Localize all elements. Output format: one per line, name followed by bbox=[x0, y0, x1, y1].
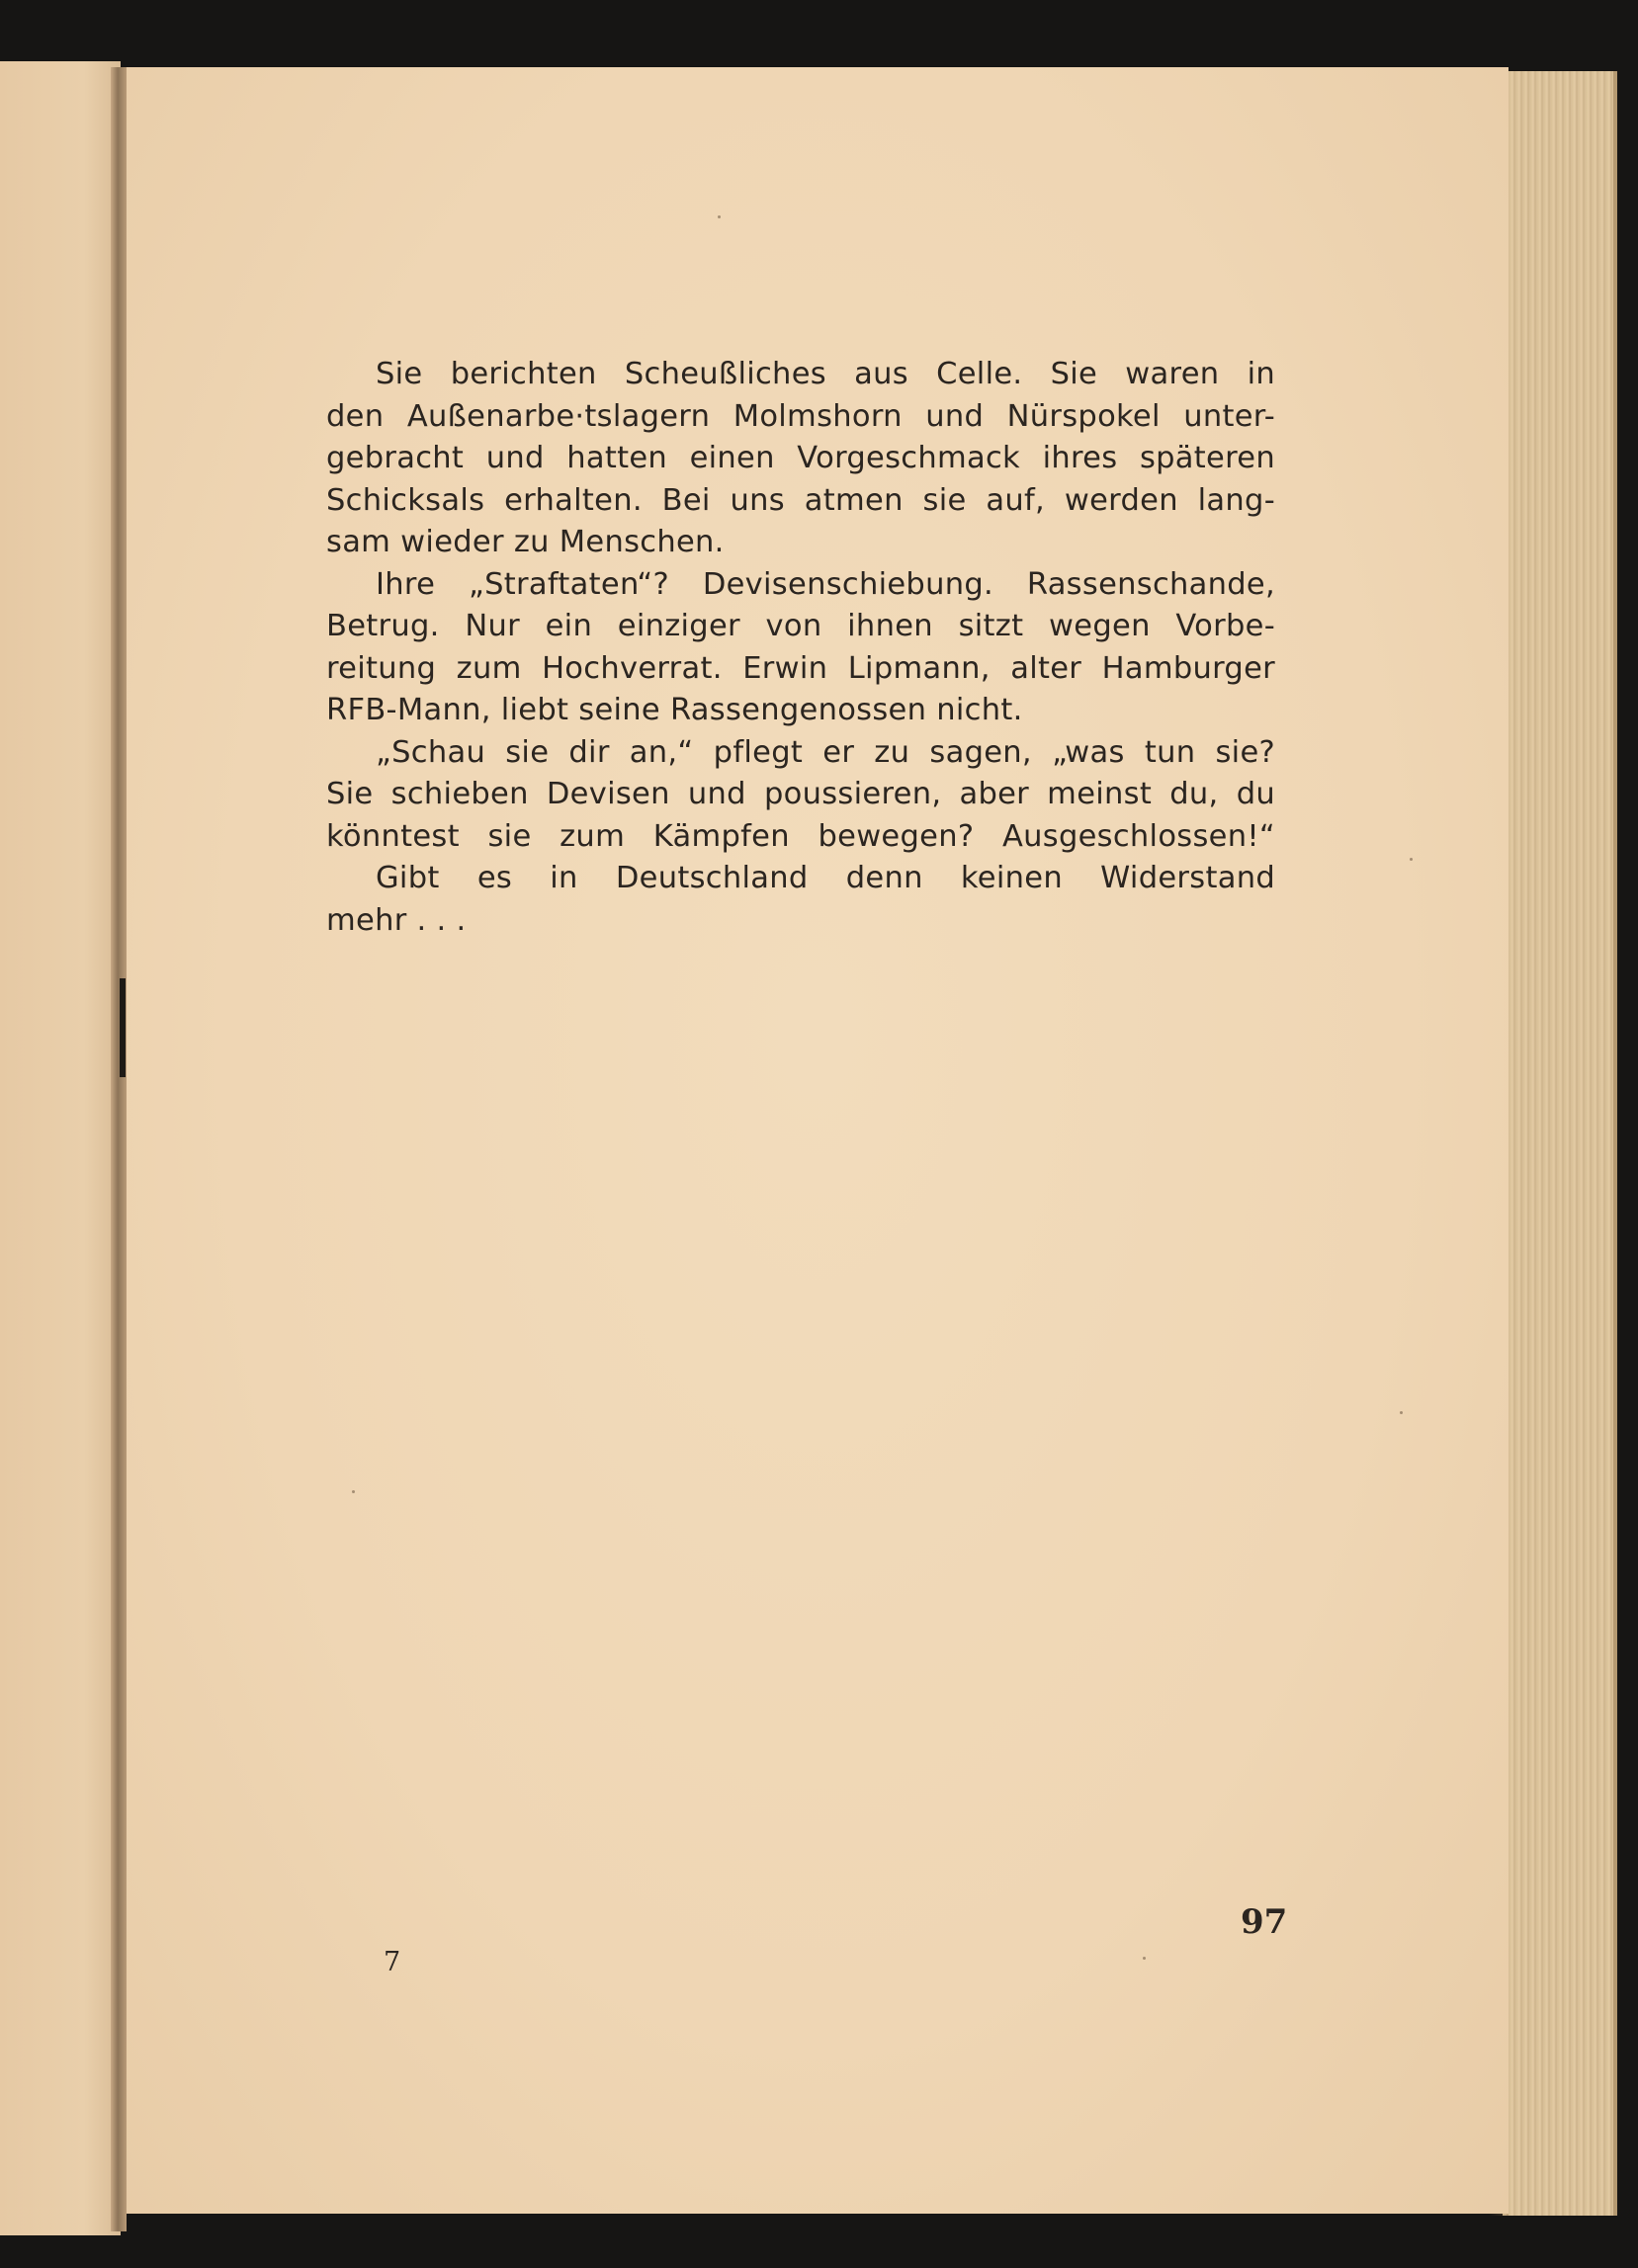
body-text bbox=[326, 354, 1275, 942]
paper-speck bbox=[1400, 1411, 1403, 1414]
text-line: den Außenarbe·tslagern Molmshorn und Nürspokel unter- bbox=[326, 398, 1275, 434]
text-line: reitung zum Hochverrat. Erwin Lipmann, alter Hamburger bbox=[326, 650, 1275, 686]
text-line: könntest sie zum Kämpfen bewegen? Ausgeschlossen!“ bbox=[326, 818, 1275, 854]
paper-speck bbox=[1143, 1957, 1146, 1960]
gutter-dark-mark bbox=[120, 978, 126, 1077]
book-gutter bbox=[111, 67, 127, 2231]
text-line: Gibt es in Deutschland denn keinen Widerstand bbox=[376, 861, 1275, 895]
text-line: „Schau sie dir an,“ pflegt er zu sagen, „was tun sie? bbox=[376, 734, 1275, 770]
paper-speck bbox=[352, 1490, 355, 1493]
text-line: Ihre „Straftaten“? Devisenschiebung. Rassenschande, bbox=[376, 566, 1275, 602]
text-line: Betrug. Nur ein einziger von ihnen sitzt wegen Vorbe- bbox=[326, 609, 1275, 643]
paper-speck bbox=[718, 215, 721, 218]
page-stack-edge bbox=[1503, 71, 1617, 2216]
text-line: Sie berichten Scheußliches aus Celle. Sie waren in bbox=[376, 357, 1275, 391]
paper-speck bbox=[1410, 858, 1413, 861]
text-line: Sie schieben Devisen und poussieren, aber meinst du, du bbox=[326, 777, 1275, 811]
previous-page-edge bbox=[0, 61, 121, 2235]
text-line: Schicksals erhalten. Bei uns atmen sie auf, werden lang- bbox=[326, 482, 1275, 518]
text-line: mehr . . . bbox=[326, 902, 467, 938]
text-line: RFB-Mann, liebt seine Rassengenossen nicht. bbox=[326, 693, 1023, 727]
page-number: 97 bbox=[1241, 1902, 1288, 1942]
signature-mark: 7 bbox=[384, 1947, 401, 1977]
text-line: gebracht und hatten einen Vorgeschmack ihres späteren bbox=[326, 441, 1275, 475]
text-line: sam wieder zu Menschen. bbox=[326, 525, 725, 559]
